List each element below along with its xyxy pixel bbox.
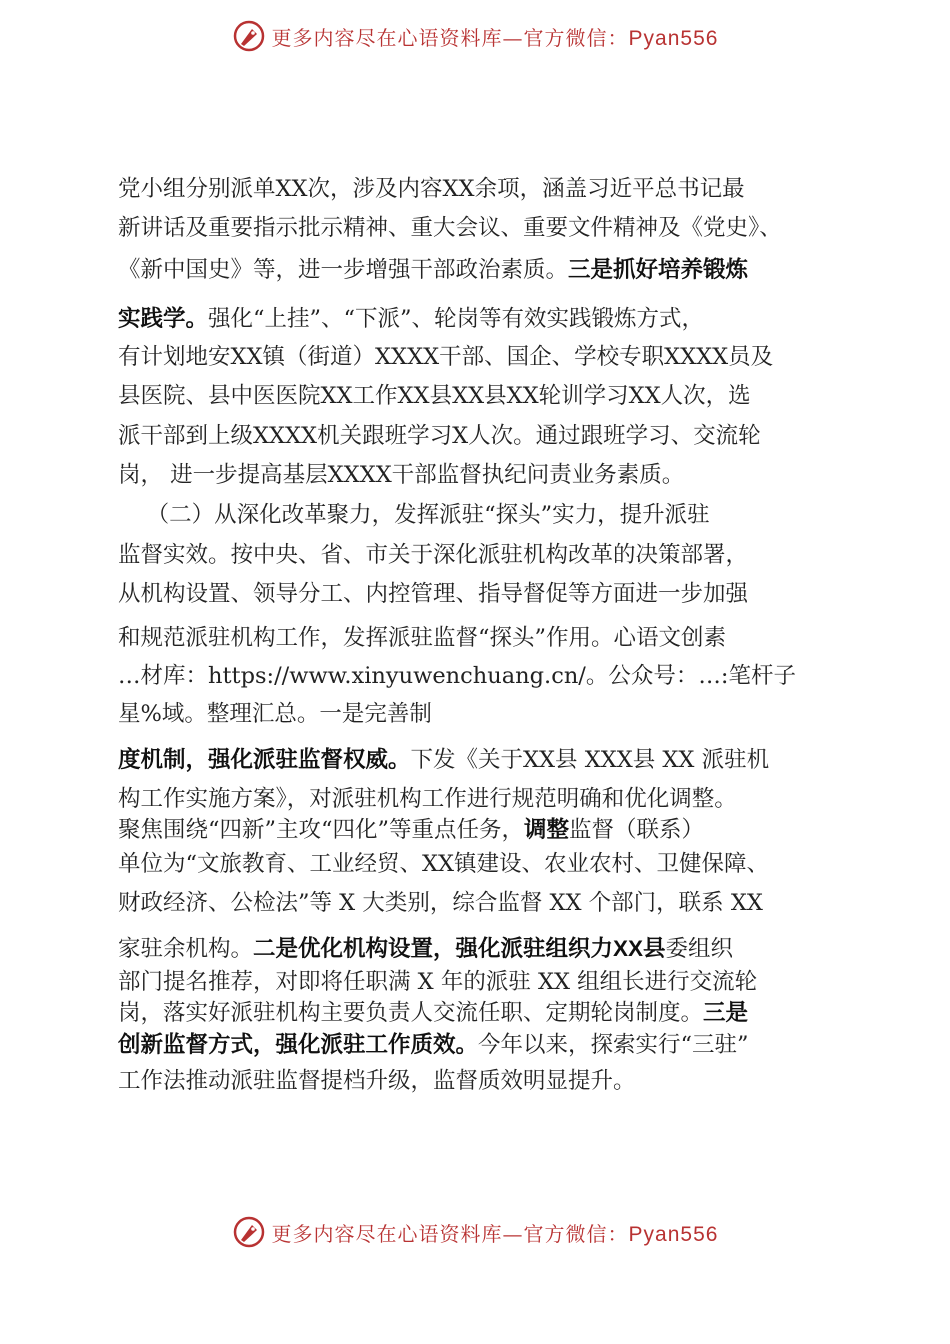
text-line: …材库：https://www.xinyuwenchuang.cn/。公众号：…:笔杆子 [118,663,796,689]
text-line: 从机构设置、领导分工、内控管理、指导督促等方面进一步加强 [118,581,749,607]
banner-text: 更多内容尽在心语资料库—官方微信：Pyan556 [271,1221,719,1246]
text-line: 家驻余机构。二是优化机构设置，强化派驻组织力XX县委组织 [118,936,734,962]
text-line: 单位为“文旅教育、工业经贸、XX镇建设、农业农村、卫健保障、 [118,851,770,877]
banner-text: 更多内容尽在心语资料库—官方微信：Pyan556 [271,25,719,50]
text-line: 和规范派驻机构工作，发挥派驻监督“探头”作用。心语文创素 [118,625,727,651]
text-line: 新讲话及重要指示批示精神、重大会议、重要文件精神及《党史》、 [118,215,782,241]
text-line: 监督实效。按中央、省、市关于深化派驻机构改革的决策部署， [118,542,749,568]
text-line: 度机制，强化派驻监督权威。下发《关于XX县 XXX县 XX 派驻机 [118,747,770,773]
text-line: 构工作实施方案》，对派驻机构工作进行规范明确和优化调整。 [118,786,737,812]
text-line: 星%域。整理汇总。一是完善制 [118,701,432,727]
text-line: 创新监督方式，强化派驻工作质效。今年以来，探索实行“三驻” [118,1032,749,1058]
wechat-id: Pyan556 [628,1222,719,1246]
text-line: （二）从深化改革聚力，发挥派驻“探头”实力，提升派驻 [118,502,710,528]
text-line: 财政经济、公检法”等 X 大类别，综合监督 XX 个部门，联系 XX [118,890,763,916]
text-line: 工作法推动派驻监督提档升级，监督质效明显提升。 [118,1068,636,1094]
text-line: 部门提名推荐，对即将任职满 X 年的派驻 XX 组组长进行交流轮 [118,969,758,995]
text-line: 聚焦围绕“四新”主攻“四化”等重点任务，调整监督（联系） [118,817,705,843]
text-line: 岗，落实好派驻机构主要负责人交流任职、定期轮岗制度。三是 [118,1000,749,1026]
text-line: 《新中国史》等，进一步增强干部政治素质。三是抓好培养锻炼 [118,257,749,283]
text-line: 有计划地安XX镇（街道）XXXX干部、国企、学校专职XXXX员及 [118,344,774,370]
text-line: 派干部到上级XXXX机关跟班学习X人次。通过跟班学习、交流轮 [118,423,761,449]
text-line: 实践学。强化“上挂”、“下派”、轮岗等有效实践锻炼方式， [118,306,705,332]
text-line: 岗， 进一步提高基层XXXX干部监督执纪问责业务素质。 [118,462,685,488]
text-line: 县医院、县中医医院XX工作XX县XX县XX轮训学习XX人次，选 [118,383,751,409]
pen-nib-logo-icon [232,1215,266,1249]
text-line: 党小组分别派单XX次，涉及内容XX余项，涵盖习近平总书记最 [118,176,745,202]
wechat-id: Pyan556 [628,26,719,50]
footer-banner [0,1212,950,1252]
